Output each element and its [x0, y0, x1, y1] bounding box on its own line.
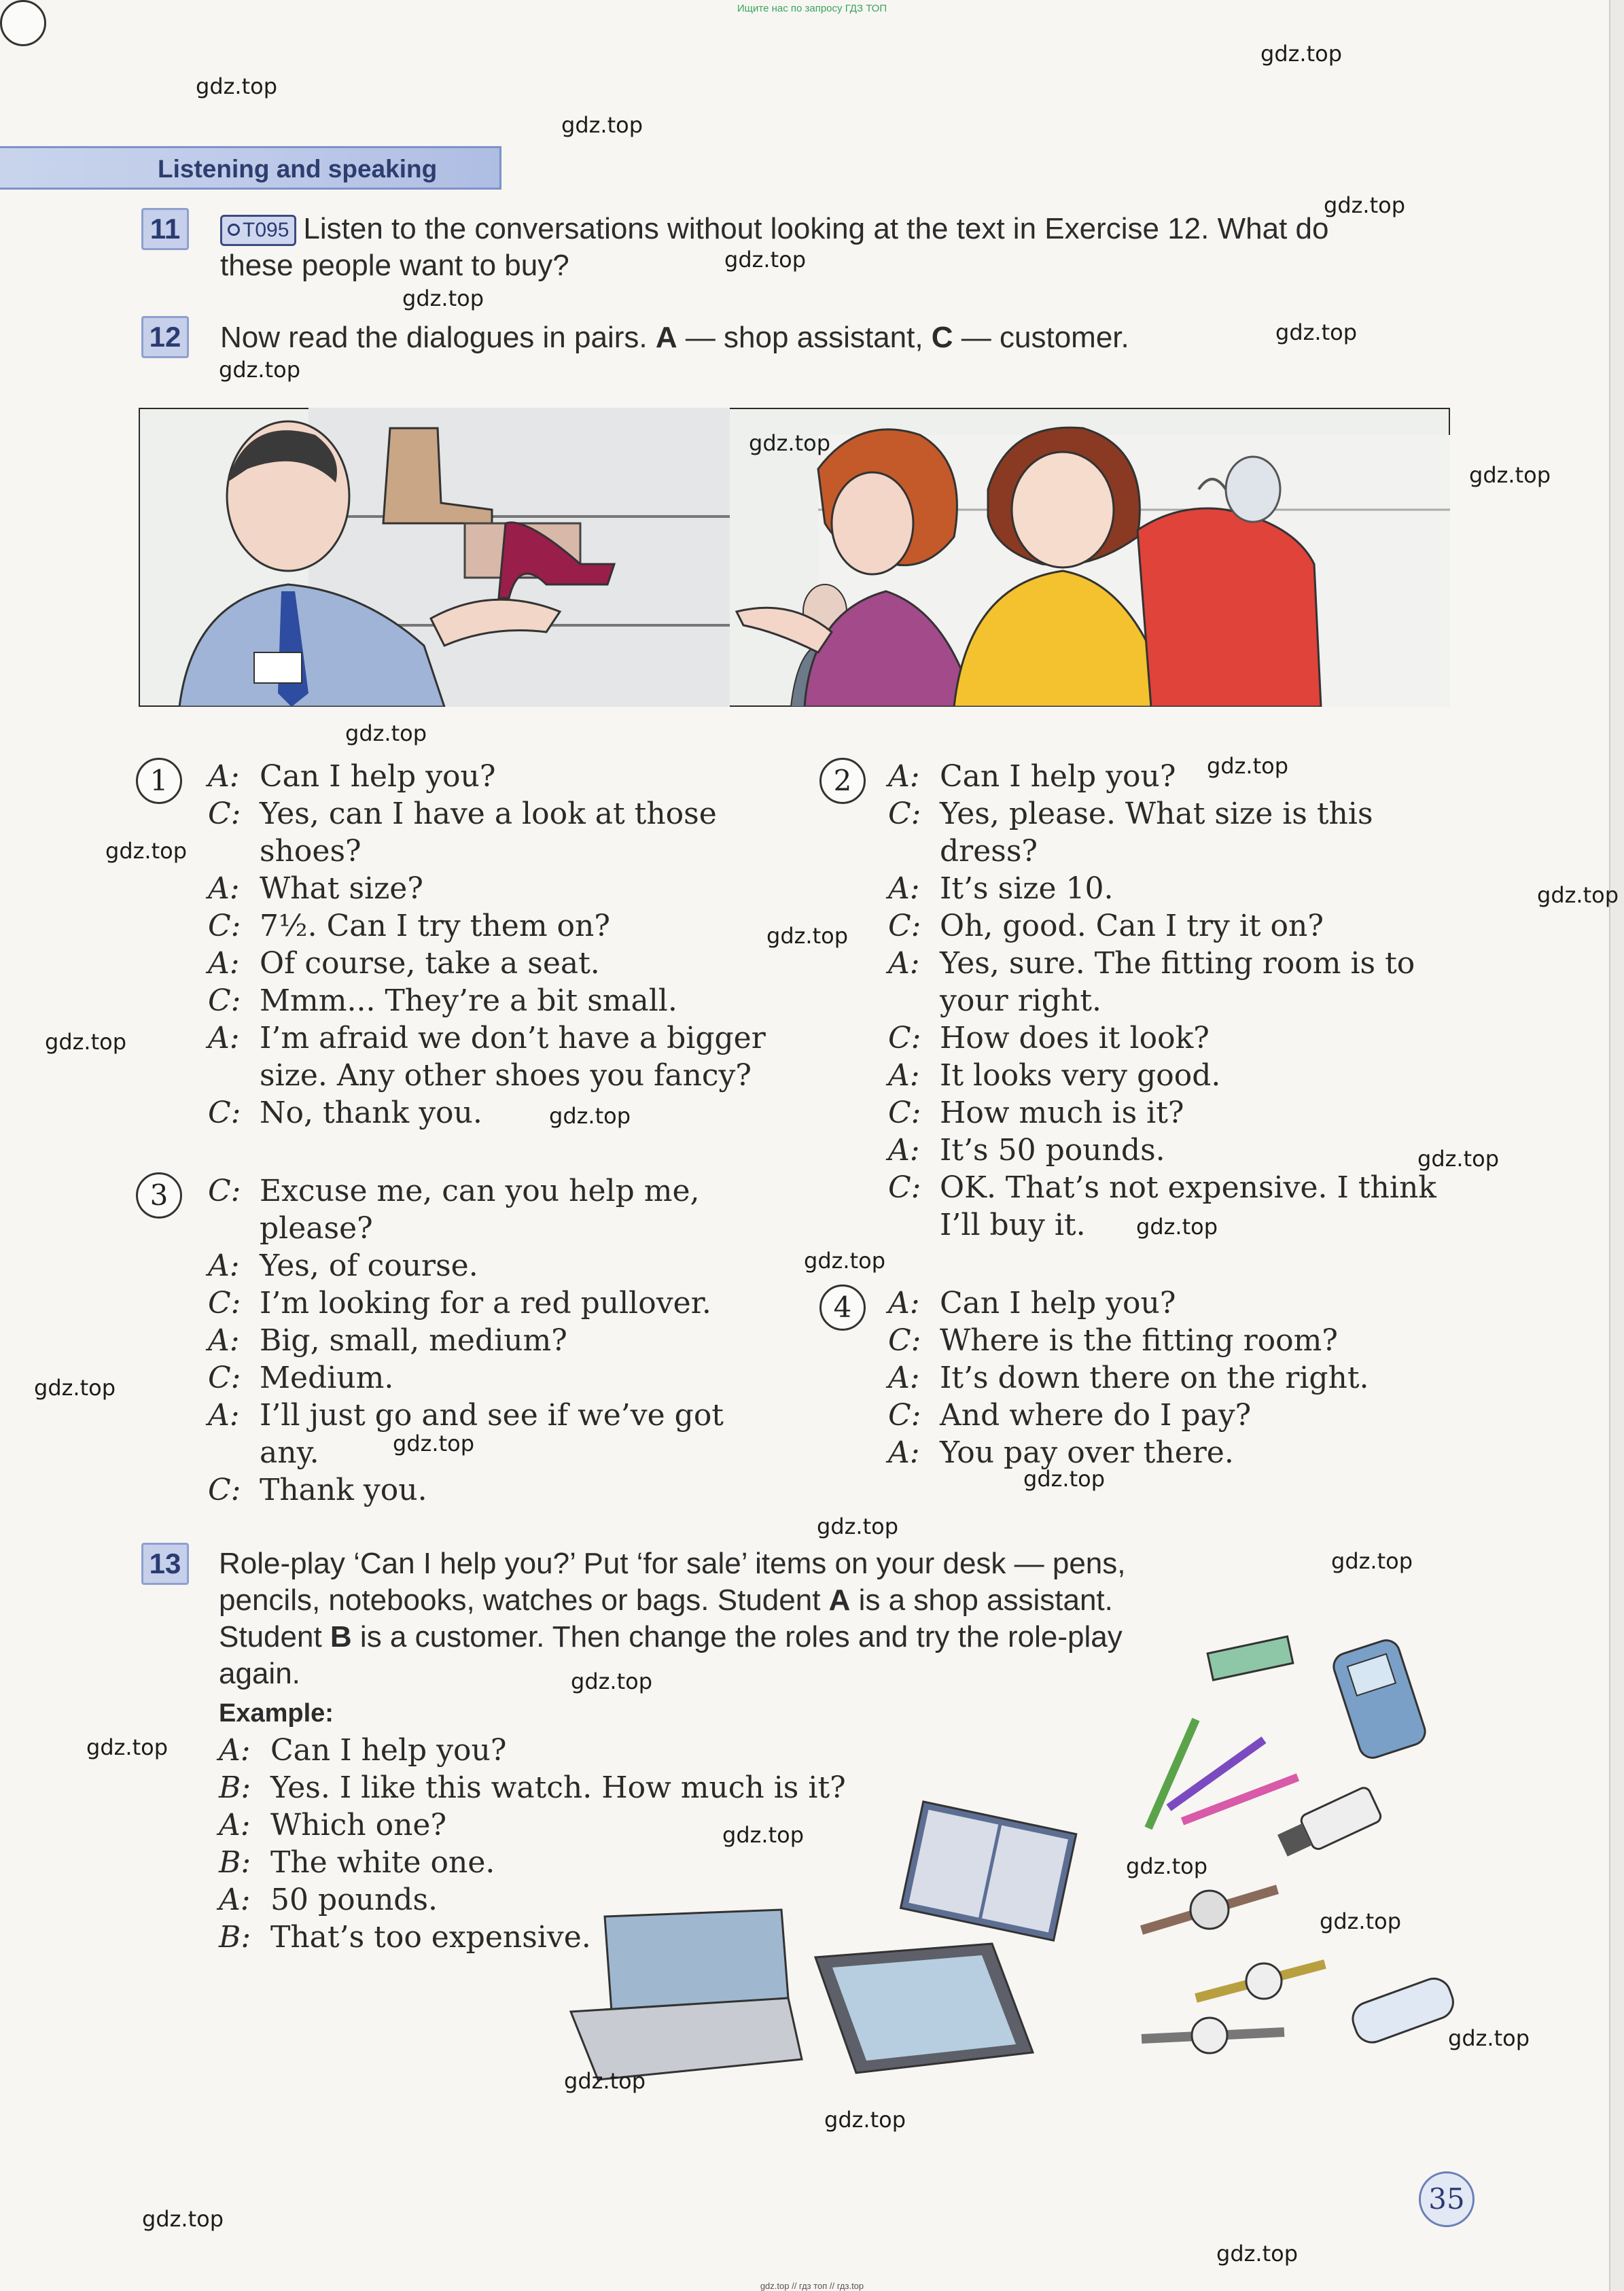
line-text: Yes, sure. The fitting room is to: [940, 946, 1415, 981]
dialogue-2: [888, 759, 1500, 1245]
line-text: Where is the fitting room?: [940, 1323, 1338, 1358]
speaker: C:: [888, 1398, 921, 1433]
bottom-note: gdz.top // гдз топ // гдз.top: [760, 2281, 864, 2291]
line-text: any.: [260, 1435, 319, 1470]
speaker: C:: [208, 797, 241, 831]
line-text: Mmm... They’re a bit small.: [260, 983, 677, 1018]
watches-icon: [1142, 1889, 1325, 2053]
speaker: A:: [208, 1323, 240, 1358]
speaker: A:: [208, 1021, 240, 1055]
line-text: shoes?: [260, 834, 361, 869]
dialogue-line: [888, 1361, 1500, 1398]
ex12-c: C: [931, 321, 953, 354]
page-number: 35: [1419, 2171, 1475, 2227]
line-text: Yes, can I have a look at those: [260, 797, 717, 831]
line-text: You pay over there.: [940, 1435, 1234, 1470]
mobile-phone-icon: [1330, 1637, 1429, 1761]
watermark: gdz.top: [345, 720, 427, 746]
dialogue-line: [888, 759, 1500, 797]
speaker: C:: [888, 1021, 921, 1055]
speaker: A:: [219, 1808, 251, 1842]
dialogue-line: [888, 1058, 1500, 1096]
watermark: gdz.top: [1136, 1214, 1218, 1240]
dialogue-line: [888, 1170, 1500, 1208]
watermark: gdz.top: [766, 923, 849, 949]
speaker: A:: [888, 759, 920, 794]
line-text: Of course, take a seat.: [260, 946, 600, 981]
watermark: gdz.top: [549, 1103, 631, 1129]
laptop-icon: [571, 1910, 802, 2080]
ex12-a: A: [655, 321, 677, 354]
line-text: I’m afraid we don’t have a bigger: [260, 1021, 766, 1055]
watermark: gdz.top: [749, 430, 831, 456]
ex12-pre: Now read the dialogues in pairs.: [220, 321, 656, 354]
watermark: gdz.top: [817, 1514, 899, 1539]
ex13-l3-a: Student: [219, 1620, 330, 1654]
top-note: Ищите нас по запросу ГДЗ ТОП: [737, 3, 887, 14]
watermark: gdz.top: [824, 2107, 906, 2133]
watermark: gdz.top: [571, 1668, 653, 1694]
line-text: How much is it?: [940, 1096, 1184, 1130]
dialogue-line: [208, 1058, 819, 1096]
sale-items-svg: [557, 1617, 1542, 2093]
dialogue-line: [208, 797, 819, 834]
watermark: gdz.top: [1469, 462, 1551, 488]
watermark: gdz.top: [34, 1375, 116, 1401]
dialogue-2-number: 2: [819, 758, 866, 804]
dialogue-line: [888, 983, 1500, 1021]
speaker: C:: [208, 909, 241, 943]
dialogue-1-number: 1: [136, 758, 182, 804]
page-edge: [1609, 0, 1624, 2291]
line-text: I’ll just go and see if we’ve got: [260, 1398, 724, 1433]
watermark: gdz.top: [196, 73, 278, 99]
dialogue-line: [208, 1211, 819, 1248]
watermark: gdz.top: [1320, 1908, 1402, 1934]
ex13-line1: Role-play ‘Can I help you?’ Put ‘for sale’ items on your desk — pens,: [219, 1547, 1126, 1580]
ex13-l3-b: is a customer. Then change the roles and try the role-play: [351, 1620, 1123, 1654]
watermark: gdz.top: [1023, 1466, 1106, 1492]
line-text: What size?: [260, 871, 423, 906]
ex13-l2-bold: A: [828, 1584, 851, 1617]
speaker: A:: [888, 1133, 920, 1168]
watermark: gdz.top: [45, 1029, 127, 1055]
line-text: It’s size 10.: [940, 871, 1114, 906]
line-text: Can I help you?: [270, 1733, 507, 1768]
line-text: Yes. I like this watch. How much is it?: [270, 1770, 846, 1805]
line-text: How does it look?: [940, 1021, 1210, 1055]
dialogue-line: [888, 871, 1500, 909]
line-text: Which one?: [270, 1808, 447, 1842]
speaker: C:: [208, 1286, 241, 1321]
speaker: C:: [208, 1096, 241, 1130]
notebook-icon: [901, 1802, 1076, 1940]
dialogue-line: [208, 871, 819, 909]
dialogue-line: [208, 1473, 819, 1510]
line-text: size. Any other shoes you fancy?: [260, 1058, 752, 1093]
watermark: gdz.top: [1126, 1853, 1208, 1879]
watermark: gdz.top: [724, 247, 807, 273]
dialogue-line: [888, 834, 1500, 871]
dialogue-line: [208, 983, 819, 1021]
line-text: 50 pounds.: [270, 1883, 438, 1917]
line-text: It’s 50 pounds.: [940, 1133, 1165, 1168]
pens-icon: [1148, 1719, 1298, 1828]
speaker: A:: [208, 1398, 240, 1433]
line-text: please?: [260, 1211, 373, 1246]
dialogue-line: [208, 1174, 819, 1211]
line-text: It’s down there on the right.: [940, 1361, 1369, 1395]
speaker: A:: [888, 1058, 920, 1093]
audio-disc-icon: [228, 224, 240, 236]
speaker: A:: [219, 1733, 251, 1768]
line-text: It looks very good.: [940, 1058, 1221, 1093]
line-text: Can I help you?: [260, 759, 496, 794]
dialogue-line: [208, 1096, 819, 1133]
ex13-l2-b: is a shop assistant.: [850, 1584, 1113, 1617]
line-text: your right.: [940, 983, 1101, 1018]
dialogue-line: [208, 834, 819, 871]
line-text: dress?: [940, 834, 1038, 869]
line-text: That’s too expensive.: [270, 1920, 591, 1955]
dialogue-4-number: 4: [819, 1284, 866, 1331]
audio-track-badge[interactable]: [220, 215, 296, 246]
dialogue-line: [208, 909, 819, 946]
speaker: A:: [888, 1361, 920, 1395]
speaker: A:: [208, 871, 240, 906]
watermark: gdz.top: [1260, 41, 1343, 67]
line-text: No, thank you.: [260, 1096, 482, 1130]
dialogue-line: [888, 909, 1500, 946]
watermark: gdz.top: [402, 285, 484, 311]
dialogue-line: [888, 1096, 1500, 1133]
ex12-mid: — shop assistant,: [677, 321, 932, 354]
speaker: A:: [888, 871, 920, 906]
speaker: C:: [888, 797, 921, 831]
speaker: C:: [888, 1323, 921, 1358]
ex13-l2-a: pencils, notebooks, watches or bags. Student: [219, 1584, 829, 1617]
speaker: B:: [219, 1920, 251, 1955]
watermark: gdz.top: [1275, 319, 1358, 345]
dialogue-line: [208, 1361, 819, 1398]
dialogue-line: [888, 946, 1500, 983]
exercise-11-number: 11: [141, 208, 189, 250]
exercise-13-number: 13: [141, 1543, 189, 1585]
dialogue-3-number-placeholder: [0, 0, 46, 46]
watermark: gdz.top: [1537, 882, 1619, 908]
speaker: A:: [888, 1286, 920, 1321]
speaker: A:: [888, 946, 920, 981]
speaker: A:: [208, 946, 240, 981]
watermark: gdz.top: [564, 2068, 646, 2094]
watermark: gdz.top: [1331, 1548, 1413, 1574]
line-text: OK. That’s not expensive. I think: [940, 1170, 1436, 1205]
speaker: B:: [219, 1770, 251, 1805]
watermark: gdz.top: [804, 1248, 886, 1274]
speaker: A:: [219, 1883, 251, 1917]
dialogue-line: [888, 1435, 1500, 1473]
ex13-l3-bold: B: [330, 1620, 352, 1654]
speaker: C:: [208, 1473, 241, 1507]
line-text: Oh, good. Can I try it on?: [940, 909, 1324, 943]
line-text: Medium.: [260, 1361, 394, 1395]
dialogue-line: [888, 1286, 1500, 1323]
line-text: Can I help you?: [940, 1286, 1176, 1321]
speaker: C:: [888, 909, 921, 943]
speaker: A:: [208, 759, 240, 794]
line-text: Big, small, medium?: [260, 1323, 567, 1358]
speaker: C:: [888, 1170, 921, 1205]
watermark: gdz.top: [1448, 2025, 1530, 2051]
watermark: gdz.top: [561, 112, 643, 138]
dialogue-line: [208, 1435, 819, 1473]
gum-pack-icon: [1207, 1637, 1293, 1680]
speaker: C:: [888, 1096, 921, 1130]
line-text: 7½. Can I try them on?: [260, 909, 610, 943]
line-text: Can I help you?: [940, 759, 1176, 794]
dialogue-3-number: 3: [136, 1172, 182, 1219]
watermark: gdz.top: [1417, 1146, 1500, 1172]
speaker: C:: [208, 983, 241, 1018]
ex12-post: — customer.: [953, 321, 1129, 354]
watermark: gdz.top: [722, 1822, 805, 1848]
tablet-icon: [815, 1944, 1033, 2073]
section-title: Listening and speaking: [158, 155, 438, 183]
speaker: A:: [888, 1435, 920, 1470]
exercise-12-number: 12: [141, 316, 189, 358]
eraser-icon: [1348, 1974, 1458, 2047]
section-header: [0, 146, 501, 190]
line-text: The white one.: [270, 1845, 495, 1880]
usb-stick-icon: [1275, 1785, 1383, 1862]
dialogue-line: [888, 1398, 1500, 1435]
watermark: gdz.top: [1216, 2241, 1299, 2267]
sale-items-illustration: [557, 1617, 1542, 2093]
watermark: gdz.top: [1324, 192, 1406, 218]
line-text: And where do I pay?: [940, 1398, 1252, 1433]
example-label: Example:: [219, 1699, 334, 1728]
line-text: Yes, of course.: [260, 1248, 478, 1283]
line-text: Thank you.: [260, 1473, 427, 1507]
watermark: gdz.top: [86, 1734, 169, 1760]
watermark: gdz.top: [1207, 753, 1289, 779]
dialogue-line: [208, 1398, 819, 1435]
exercise-11-text: [220, 211, 1464, 284]
dialogue-4: [888, 1286, 1500, 1473]
dialogue-line: [888, 797, 1500, 834]
exercise-11-line1: Listen to the conversations without looking at the text in Exercise 12. What do: [303, 212, 1329, 245]
audio-track-label: T095: [243, 219, 289, 242]
speaker: C:: [208, 1361, 241, 1395]
ex13-line2: [219, 1582, 1238, 1619]
line-text: Yes, please. What size is this: [940, 797, 1373, 831]
watermark: gdz.top: [219, 357, 301, 383]
dialogue-line: [208, 1248, 819, 1286]
exercise-11-line2: these people want to buy?: [220, 249, 569, 282]
dialogue-line: [208, 1286, 819, 1323]
speaker: A:: [208, 1248, 240, 1283]
watermark: gdz.top: [393, 1431, 475, 1456]
line-text: Excuse me, can you help me,: [260, 1174, 700, 1208]
dialogue-line: [888, 1133, 1500, 1170]
dialogue-line: [208, 759, 819, 797]
dialogue-line: [208, 946, 819, 983]
dialogue-line: [888, 1021, 1500, 1058]
dialogue-3: [208, 1174, 819, 1510]
speaker: B:: [219, 1845, 251, 1880]
line-text: I’ll buy it.: [940, 1208, 1086, 1242]
dialogue-line: [208, 1021, 819, 1058]
dialogue-line: [888, 1323, 1500, 1361]
dialogue-line: [208, 1323, 819, 1361]
dialogue-1: [208, 759, 819, 1133]
exercise-12-text: [220, 319, 1129, 356]
line-text: I’m looking for a red pullover.: [260, 1286, 711, 1321]
ex13-line4: again.: [219, 1657, 300, 1690]
watermark: gdz.top: [105, 838, 188, 864]
speaker: C:: [208, 1174, 241, 1208]
watermark: gdz.top: [142, 2206, 224, 2232]
